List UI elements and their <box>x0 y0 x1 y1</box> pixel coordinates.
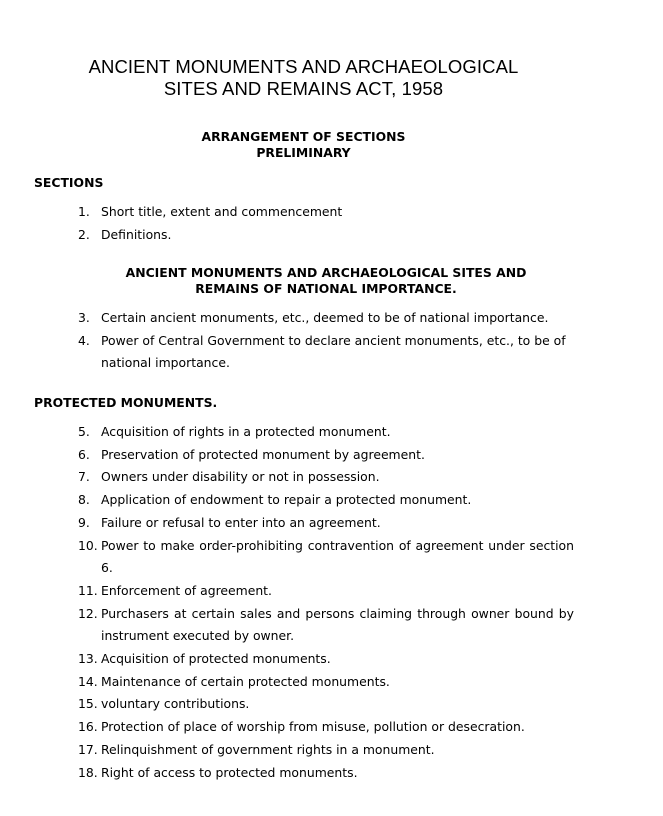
sections-label: SECTIONS <box>34 175 104 190</box>
item-text: Protection of place of worship from misuse, pollution or desecration. <box>101 719 525 735</box>
list-item <box>78 421 574 444</box>
national-heading-line-2: REMAINS OF NATIONAL IMPORTANCE. <box>195 281 457 296</box>
item-text: Right of access to protected monuments. <box>101 764 358 780</box>
item-number: 7. <box>78 469 90 485</box>
list-item <box>78 330 574 375</box>
list-item <box>78 671 574 694</box>
act-title-line-1: ANCIENT MONUMENTS AND ARCHAEOLOGICAL <box>88 56 519 77</box>
item-text: Relinquishment of government rights in a monument. <box>101 741 435 757</box>
item-text: Failure or refusal to enter into an agreement. <box>101 514 381 530</box>
item-text: Maintenance of certain protected monuments. <box>101 673 390 689</box>
item-text: voluntary contributions. <box>101 696 250 712</box>
national-heading-line-1: ANCIENT MONUMENTS AND ARCHAEOLOGICAL SITES AND <box>125 265 527 280</box>
list-item <box>78 739 574 762</box>
list-item <box>78 535 574 580</box>
arrangement-heading-line-1: ARRANGEMENT OF SECTIONS <box>201 129 406 144</box>
item-number: 9. <box>78 514 90 530</box>
item-number: 10. <box>78 537 98 553</box>
item-text: Purchasers at certain sales and persons claiming through owner bound by instrument executed by owner. <box>101 605 574 644</box>
item-text: Acquisition of protected monuments. <box>101 651 331 667</box>
list-item <box>78 648 574 671</box>
item-number: 17. <box>78 741 98 757</box>
item-number: 6. <box>78 446 90 462</box>
act-title <box>0 56 607 100</box>
list-item <box>78 716 574 739</box>
item-number: 13. <box>78 651 98 667</box>
item-number: 4. <box>78 332 90 348</box>
preliminary-list <box>78 201 574 246</box>
item-text: Short title, extent and commencement <box>101 204 343 219</box>
protected-monuments-list <box>78 421 574 784</box>
item-number: 2. <box>78 226 90 242</box>
list-item <box>78 762 574 785</box>
item-number: 14. <box>78 673 98 689</box>
list-item <box>78 224 574 247</box>
item-text: Certain ancient monuments, etc., deemed to be of national importance. <box>101 310 549 325</box>
act-title-line-2: SITES AND REMAINS ACT, 1958 <box>163 78 444 99</box>
item-text: Power of Central Government to declare ancient monuments, etc., to be of national importance. <box>101 332 566 371</box>
item-number: 12. <box>78 605 98 621</box>
item-text: Preservation of protected monument by agreement. <box>101 446 425 462</box>
protected-monuments-heading: PROTECTED MONUMENTS. <box>34 395 218 410</box>
list-item <box>78 512 574 535</box>
item-text: Owners under disability or not in possession. <box>101 469 380 485</box>
list-item <box>78 693 574 716</box>
item-text: Power to make order-prohibiting contravention of agreement under section 6. <box>101 537 574 576</box>
item-number: 11. <box>78 582 98 598</box>
item-text: Definitions. <box>101 226 172 242</box>
arrangement-heading <box>0 129 607 161</box>
item-number: 3. <box>78 310 90 325</box>
item-text: Application of endowment to repair a protected monument. <box>101 492 472 508</box>
list-item <box>78 466 574 489</box>
item-number: 1. <box>78 204 90 219</box>
national-importance-list <box>78 307 574 375</box>
item-number: 16. <box>78 719 98 735</box>
list-item <box>78 201 574 224</box>
list-item <box>78 444 574 467</box>
item-number: 18. <box>78 764 98 780</box>
arrangement-heading-line-2: PRELIMINARY <box>256 145 351 160</box>
list-item <box>78 580 574 603</box>
list-item <box>78 603 574 648</box>
national-importance-heading <box>0 265 652 297</box>
item-text: Enforcement of agreement. <box>101 582 272 598</box>
item-number: 5. <box>78 424 90 439</box>
list-item <box>78 307 574 330</box>
item-number: 8. <box>78 492 90 508</box>
list-item <box>78 489 574 512</box>
item-text: Acquisition of rights in a protected monument. <box>101 424 391 439</box>
item-number: 15. <box>78 696 98 712</box>
